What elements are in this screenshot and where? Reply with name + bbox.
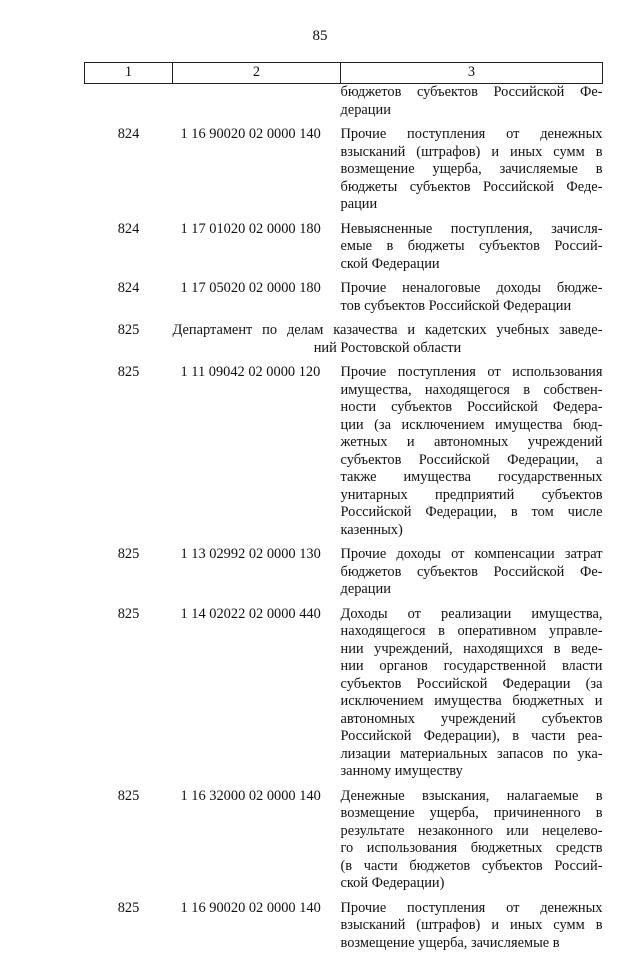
table-row-continuation <box>85 84 603 127</box>
department-name <box>173 322 603 364</box>
text-line: Российской Федерации, в том числе <box>341 504 603 522</box>
text-line: находящегося в оперативном управле- <box>341 623 603 641</box>
revenue-code: 1 16 32000 02 0000 140 <box>173 788 341 900</box>
revenue-name <box>341 788 603 900</box>
text-line: го использования бюджетных средств <box>341 840 603 858</box>
text-line: Прочие поступления от денежных <box>341 900 603 918</box>
revenue-name <box>341 126 603 221</box>
admin-code: 825 <box>85 546 173 606</box>
text-line: ской Федерации <box>341 256 603 274</box>
text-line: бюджетов субъектов Российской Фе- <box>341 564 603 582</box>
admin-code: 825 <box>85 606 173 788</box>
text-line: ний Ростовской области <box>173 340 603 358</box>
page-number: 85 <box>0 28 640 45</box>
admin-code: 824 <box>85 280 173 322</box>
text-line: бюджеты субъектов Российской Феде- <box>341 179 603 197</box>
admin-code: 825 <box>85 322 173 364</box>
text-line: нии органов государственной власти <box>341 658 603 676</box>
continued-text <box>341 84 603 127</box>
text-line: имущества, находящегося в собствен- <box>341 382 603 400</box>
text-line: взысканий (штрафов) и иных сумм в <box>341 917 603 935</box>
text-line: (в части бюджетов субъектов Россий- <box>341 858 603 876</box>
text-line: возмещение ущерба, зачисляемые в <box>341 935 603 953</box>
table-row <box>85 788 603 900</box>
text-line: тов субъектов Российской Федерации <box>341 298 603 316</box>
table-row <box>85 221 603 281</box>
table-row <box>85 280 603 322</box>
revenue-name <box>341 900 603 959</box>
revenue-code: 1 17 05020 02 0000 180 <box>173 280 341 322</box>
text-line: ции (за исключением имущества бюд- <box>341 417 603 435</box>
revenue-name <box>341 280 603 322</box>
revenue-code: 1 13 02992 02 0000 130 <box>173 546 341 606</box>
text-line: Прочие неналоговые доходы бюдже- <box>341 280 603 298</box>
text-line: субъектов Российской Федерации (за <box>341 676 603 694</box>
text-line: возмещение ущерба, причиненного в <box>341 805 603 823</box>
text-line: дерации <box>341 581 603 599</box>
table-row <box>85 546 603 606</box>
table-row <box>85 900 603 959</box>
text-line: субъектов Российской Федерации, а <box>341 452 603 470</box>
text-line: ской Федерации) <box>341 875 603 893</box>
table-row <box>85 364 603 546</box>
text-line: Денежные взыскания, налагаемые в <box>341 788 603 806</box>
text-line: лизации материальных запасов по ука- <box>341 746 603 764</box>
text-line: бюджетов субъектов Российской Фе- <box>341 84 603 102</box>
text-line: Российской Федерации), в части реа- <box>341 728 603 746</box>
text-line: рации <box>341 196 603 214</box>
admin-code: 824 <box>85 126 173 221</box>
table-row <box>85 606 603 788</box>
text-line: также имущества государственных <box>341 469 603 487</box>
revenue-code: 1 16 90020 02 0000 140 <box>173 126 341 221</box>
text-line: Доходы от реализации имущества, <box>341 606 603 624</box>
text-line: Невыясненные поступления, зачисля- <box>341 221 603 239</box>
revenue-name <box>341 221 603 281</box>
revenue-name <box>341 546 603 606</box>
text-line: дерации <box>341 102 603 120</box>
text-line: результате незаконного или нецелево- <box>341 823 603 841</box>
text-line: Департамент по делам казачества и кадетских учебных заведе- <box>173 322 603 340</box>
admin-code: 825 <box>85 364 173 546</box>
text-line: исключением имущества бюджетных и <box>341 693 603 711</box>
header-col-3: 3 <box>341 63 603 84</box>
header-col-2: 2 <box>173 63 341 84</box>
header-col-1: 1 <box>85 63 173 84</box>
revenue-codes-table <box>84 62 603 959</box>
revenue-name <box>341 606 603 788</box>
table-row <box>85 126 603 221</box>
text-line: Прочие доходы от компенсации затрат <box>341 546 603 564</box>
text-line: Прочие поступления от денежных <box>341 126 603 144</box>
revenue-code: 1 11 09042 02 0000 120 <box>173 364 341 546</box>
revenue-code: 1 14 02022 02 0000 440 <box>173 606 341 788</box>
text-line: взысканий (штрафов) и иных сумм в <box>341 144 603 162</box>
admin-code: 825 <box>85 788 173 900</box>
text-line: автономных учреждений субъектов <box>341 711 603 729</box>
text-line: ности субъектов Российской Федера- <box>341 399 603 417</box>
text-line: унитарных предприятий субъектов <box>341 487 603 505</box>
department-row <box>85 322 603 364</box>
revenue-code: 1 16 90020 02 0000 140 <box>173 900 341 959</box>
admin-code: 824 <box>85 221 173 281</box>
revenue-code: 1 17 01020 02 0000 180 <box>173 221 341 281</box>
text-line: Прочие поступления от использования <box>341 364 603 382</box>
text-line: емые в бюджеты субъектов Россий- <box>341 238 603 256</box>
text-line: нии учреждений, находящихся в веде- <box>341 641 603 659</box>
table-header-row <box>85 63 603 84</box>
text-line: жетных и автономных учреждений <box>341 434 603 452</box>
admin-code: 825 <box>85 900 173 959</box>
text-line: занному имуществу <box>341 763 603 781</box>
text-line: казенных) <box>341 522 603 540</box>
text-line: возмещение ущерба, зачисляемые в <box>341 161 603 179</box>
revenue-name <box>341 364 603 546</box>
